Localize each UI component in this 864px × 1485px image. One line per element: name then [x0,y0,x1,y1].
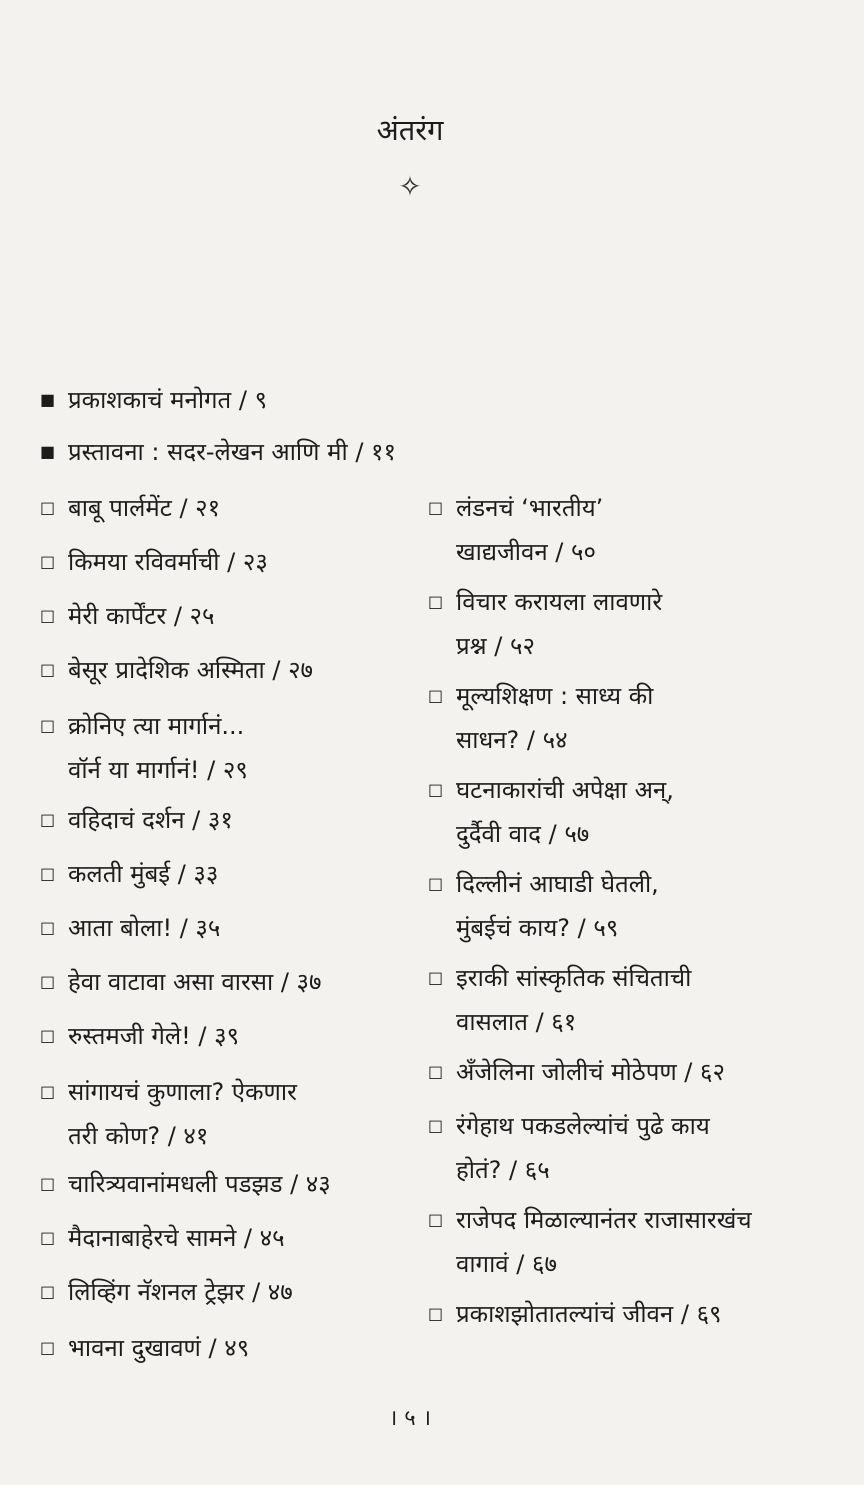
toc-entry-text [428,768,674,856]
toc-entry-text [40,378,267,422]
toc-entry [40,852,218,896]
toc-entry-line: इराकी सांस्कृतिक संचिताची [456,964,692,992]
toc-entry-text [40,852,218,896]
toc-entry-text [40,594,215,638]
toc-entry [40,960,322,1004]
toc-entry-text [40,1216,285,1260]
toc-entry-text [428,956,691,1044]
hollow-square-bullet-icon: □ [40,1282,56,1301]
hollow-square-bullet-icon: □ [40,1228,56,1247]
toc-entry-line: प्रकाशझोतातल्यांचं जीवन / ६९ [456,1300,722,1328]
toc-entry-text [428,1104,710,1192]
toc-entry-text [40,798,233,842]
toc-entry-line: दुर्दैवी वाद / ५७ [456,820,590,848]
star-ornament-icon: ✧ [398,170,422,203]
filled-square-bullet-icon: ■ [40,442,56,461]
toc-entry [428,1050,725,1094]
toc-entry [40,798,233,842]
hollow-square-bullet-icon: □ [428,968,444,987]
toc-entry-text [40,1270,293,1314]
toc-entry [40,594,215,638]
toc-entry-text [428,1292,722,1336]
hollow-square-bullet-icon: □ [40,1338,56,1357]
hollow-square-bullet-icon: □ [428,1210,444,1229]
toc-entry-line: अँजेलिना जोलीचं मोठेपण / ६२ [456,1058,725,1086]
toc-entry [428,1198,752,1286]
toc-entry-text [428,674,653,762]
toc-entry [40,1162,331,1206]
hollow-square-bullet-icon: □ [40,716,56,735]
toc-entry [40,906,220,950]
toc-entry-line: चारित्र्यवानांमधली पडझड / ४३ [68,1170,331,1198]
toc-entry [428,956,691,1044]
toc-entry-line: विचार करायला लावणारे [456,588,663,616]
toc-entry-line: आता बोला! / ३५ [68,914,221,942]
toc-entry [40,1326,249,1370]
toc-entry [40,648,313,692]
toc-entry-line: प्रश्न / ५२ [456,632,535,660]
toc-entry-text [40,704,248,792]
toc-entry [40,1216,285,1260]
toc-entry-line: साधन? / ५४ [456,726,568,754]
toc-entry-line: वहिदाचं दर्शन / ३१ [68,806,233,834]
toc-entry-text [40,960,322,1004]
hollow-square-bullet-icon: □ [40,660,56,679]
toc-entry-line: सांगायचं कुणाला? ऐकणार [68,1078,297,1106]
hollow-square-bullet-icon: □ [40,606,56,625]
toc-entry [40,486,220,530]
hollow-square-bullet-icon: □ [428,780,444,799]
toc-entry-line: प्रकाशकाचं मनोगत / ९ [68,386,268,414]
toc-entry-text [40,1070,297,1158]
toc-entry [428,580,662,668]
toc-entry-text [428,580,662,668]
toc-entry-line: होतं? / ६५ [456,1156,550,1184]
toc-entry [40,1270,293,1314]
filled-square-bullet-icon: ■ [40,390,56,409]
toc-entry-text [428,1050,725,1094]
toc-entry-line: मैदानाबाहेरचे सामने / ४५ [68,1224,285,1252]
toc-entry-line: रुस्तमजी गेले! / ३९ [68,1022,240,1050]
toc-entry-line: मेरी कार्पेंटर / २५ [68,602,215,630]
toc-entry-line: मूल्यशिक्षण : साध्य की [456,682,654,710]
toc-entry-line: वागावं / ६७ [456,1250,557,1278]
toc-entry-line: रंगेहाथ पकडलेल्यांचं पुढे काय [456,1112,710,1140]
toc-entry-text [428,486,603,574]
toc-entry-text [40,906,220,950]
toc-entry [40,1014,239,1058]
toc-entry [428,1292,722,1336]
toc-entry-line: लंडनचं ‘भारतीय’ [456,494,604,522]
hollow-square-bullet-icon: □ [40,1082,56,1101]
toc-entry-line: क्रोनिए त्या मार्गानं... [68,712,245,740]
hollow-square-bullet-icon: □ [40,918,56,937]
toc-entry-line: हेवा वाटावा असा वारसा / ३७ [68,968,322,996]
hollow-square-bullet-icon: □ [428,1062,444,1081]
toc-entry-line: प्रस्तावना : सदर-लेखन आणि मी / ११ [68,438,397,466]
toc-entry-line: तरी कोण? / ४१ [68,1122,209,1150]
hollow-square-bullet-icon: □ [40,972,56,991]
toc-entry [428,1104,710,1192]
toc-entry-text [40,1162,331,1206]
toc-entry-text [40,540,268,584]
hollow-square-bullet-icon: □ [40,552,56,571]
toc-entry [428,862,659,950]
hollow-square-bullet-icon: □ [40,1026,56,1045]
toc-entry-text [428,862,659,950]
toc-entry-line: किमया रविवर्माची / २३ [68,548,268,576]
toc-entry-text [40,1326,249,1370]
toc-entry-text [40,486,220,530]
hollow-square-bullet-icon: □ [40,810,56,829]
toc-entry [40,704,248,792]
toc-entry [428,486,603,574]
toc-entry [40,1070,297,1158]
toc-entry-text [40,1014,239,1058]
toc-entry [40,430,396,474]
hollow-square-bullet-icon: □ [40,1174,56,1193]
toc-entry-line: दिल्लीनं आघाडी घेतली, [456,870,659,898]
hollow-square-bullet-icon: □ [428,592,444,611]
toc-entry-text [428,1198,752,1286]
toc-entry-line: कलती मुंबई / ३३ [68,860,219,888]
toc-entry-line: बेसूर प्रादेशिक अस्मिता / २७ [68,656,314,684]
hollow-square-bullet-icon: □ [428,498,444,517]
hollow-square-bullet-icon: □ [40,864,56,883]
toc-entry-line: भावना दुखावणं / ४९ [68,1334,250,1362]
toc-entry-text [40,648,313,692]
page-title: अंतरंग [376,113,444,147]
toc-entry [428,674,653,762]
hollow-square-bullet-icon: □ [428,686,444,705]
toc-entry-line: घटनाकारांची अपेक्षा अन्, [456,776,674,804]
hollow-square-bullet-icon: □ [428,874,444,893]
toc-entry-line: मुंबईचं काय? / ५९ [456,914,619,942]
toc-entry-line: वासलात / ६१ [456,1008,577,1036]
toc-entry [40,378,267,422]
toc-entry-line: खाद्यजीवन / ५० [456,538,596,566]
page-number: । ५ । [388,1406,432,1431]
toc-entry [428,768,674,856]
hollow-square-bullet-icon: □ [428,1116,444,1135]
toc-entry-line: राजेपद मिळाल्यानंतर राजासारखंच [456,1206,752,1234]
toc-entry-line: वॉर्न या मार्गानं! / २९ [68,756,248,784]
hollow-square-bullet-icon: □ [40,498,56,517]
toc-entry-line: लिव्हिंग नॅशनल ट्रेझर / ४७ [68,1278,293,1306]
toc-entry-text [40,430,396,474]
toc-entry-line: बाबू पार्लमेंट / २१ [68,494,221,522]
hollow-square-bullet-icon: □ [428,1304,444,1323]
toc-entry [40,540,268,584]
